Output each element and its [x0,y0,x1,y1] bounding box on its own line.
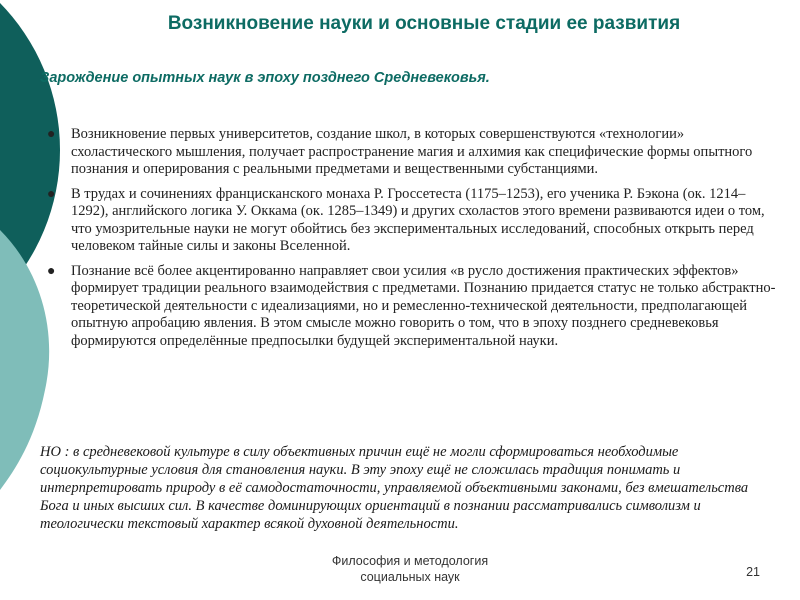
bullet-text: Возникновение первых университетов, создание школ, в которых совершенствуются «технологии» схоластического мышления, получает распространение магия и алхимия как специфические формы опытного познания и оперирования с реальными предметами и вещественными субстанциями. [71,126,753,177]
bullet-item [47,263,777,351]
bullet-text: В трудах и сочинениях францисканского монаха Р. Гроссетеста (1175–1253), его ученика Р. Бэкона (ок. 1214– 1292), английского логика У. Оккама (ок. 1285–1349) и других схоластов этого времени развиваются идеи о том, что умозрительные науки не могут обойтись без экспериментальных исследований, способных открыть перед человеком тайные силы и законы Вселенной. [71,185,765,254]
slide-footer [260,553,560,585]
footer-line-2: социальных наук [360,570,460,584]
bullet-icon: ● [47,127,56,142]
bullet-list [47,126,777,357]
slide-subtitle: Зарождение опытных наук в эпоху позднего Средневековья. [40,70,490,86]
note-paragraph: НО : в средневековой культуре в силу объективных причин ещё не могли сформироваться необходимые социокультурные условия для становления науки. В эту эпоху ещё не сложилась традиция понимать и интерпретировать природу в её самодостаточности, управляемой объективными законами, без вмешательства Бога и иных высших сил. В качестве доминирующих ориентаций в познании рассматривались символизм и теологически текстовый характер всякой духовной деятельности. [40,444,749,532]
page-number: 21 [746,565,760,579]
bullet-item [47,126,777,179]
bullet-icon: ● [47,263,56,279]
slide-title: Возникновение науки и основные стадии ее развития [167,13,681,34]
bullet-text: Познание всё более акцентированно направляет свои усилия «в русло достижения практических эффектов» формирует традиции реального взаимодействия с предметами. Познанию придается статус не только абстрактно-теоретической деятельности с идеализациями, но и ремесленно-технической деятельности, предполагающей опытную апробацию явления. В этом смысле можно говорить о том, что в эпоху позднего средневековья формируются определённые предпосылки будущей экспериментальной науки. [71,262,776,349]
bullet-icon: ● [47,186,56,202]
bullet-item [47,186,777,256]
footer-line-1: Философия и методология [331,554,489,568]
